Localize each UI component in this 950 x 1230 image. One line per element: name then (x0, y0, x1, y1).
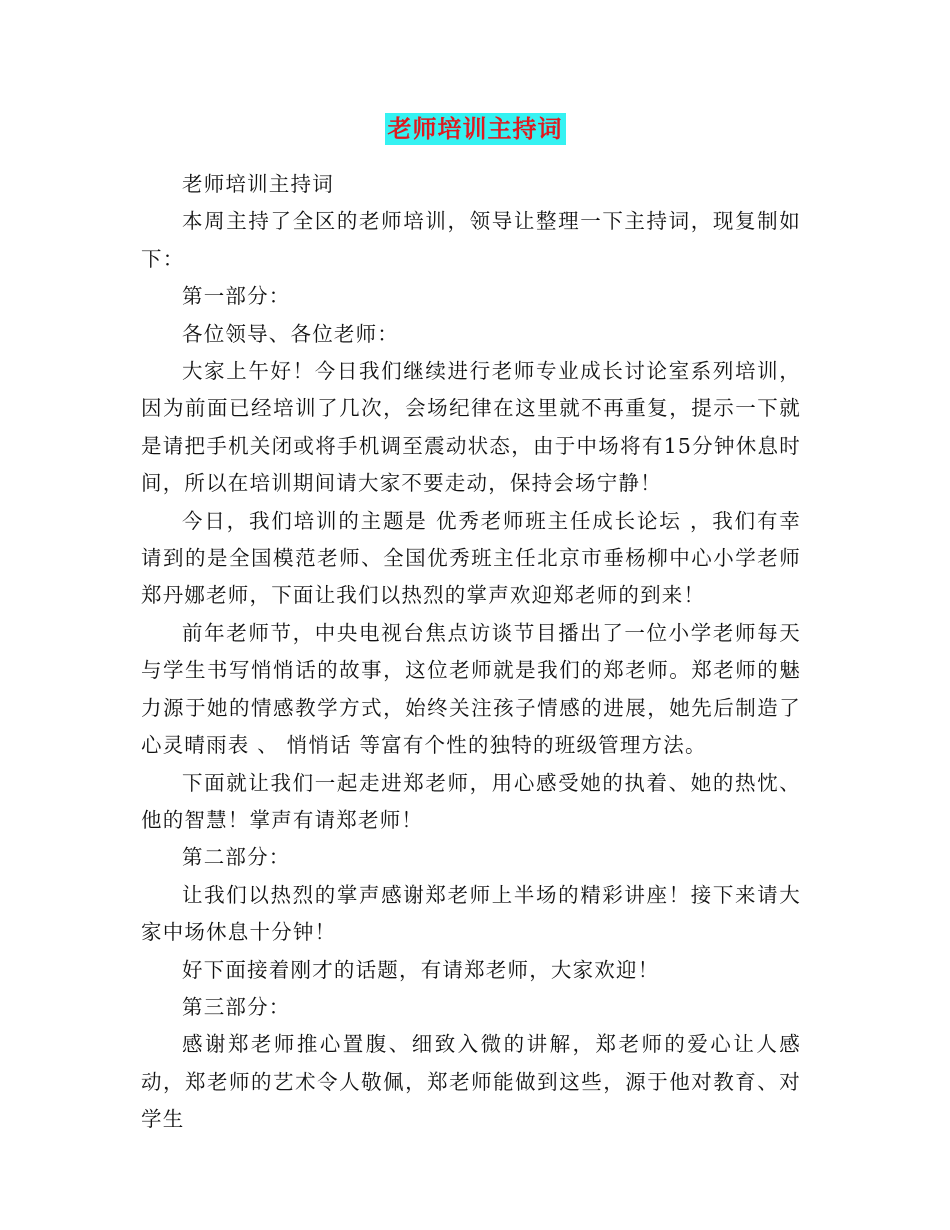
paragraph: 下面就让我们一起走进郑老师，用心感受她的执着、她的热忱、他的智慧！掌声有请郑老师！ (141, 770, 801, 832)
paragraph: 大家上午好！今日我们继续进行老师专业成长讨论室系列培训，因为前面已经培训了几次，会场纪律在这里就不再重复，提示一下就是请把手机关闭或将手机调至震动状态，由于中场将有15分钟休息时间，所以在培训期间请大家不要走动，保持会场宁静！ (141, 359, 801, 496)
paragraph: 好下面接着刚才的话题，有请郑老师，大家欢迎！ (182, 957, 660, 982)
document-body (141, 166, 801, 1139)
title-container (0, 113, 950, 145)
paragraph: 前年老师节，中央电视台焦点访谈节目播出了一位小学老师每天与学生书写悄悄话的故事，这位老师就是我们的郑老师。郑老师的魅力源于她的情感教学方式，始终关注孩子情感的进展，她先后制造了 心灵晴雨表 、 悄悄话 等富有个性的独特的班级管理方法。 (141, 620, 801, 758)
paragraph: 感谢郑老师推心置腹、细致入微的讲解，郑老师的爱心让人感动，郑老师的艺术令人敬佩，郑老师能做到这些，源于他对教育、对学生 (141, 1032, 801, 1132)
paragraph: 第一部分： (182, 284, 291, 309)
paragraph: 各位领导、各位老师： (182, 321, 399, 346)
paragraph: 第二部分： (182, 845, 291, 870)
paragraph: 让我们以热烈的掌声感谢郑老师上半场的精彩讲座！接下来请大家中场休息十分钟！ (141, 882, 801, 945)
paragraph: 本周主持了全区的老师培训，领导让整理一下主持词，现复制如下： (141, 209, 801, 271)
paragraph: 老师培训主持词 (182, 172, 334, 196)
paragraph: 今日，我们培训的主题是 优秀老师班主任成长论坛 ，我们有幸请到的是全国模范老师、全国优秀班主任北京市垂杨柳中心小学老师郑丹娜老师，下面让我们以热烈的掌声欢迎郑老师的到来！ (141, 508, 801, 608)
paragraph: 第三部分： (182, 994, 291, 1019)
document-title: 老师培训主持词 (385, 113, 566, 145)
